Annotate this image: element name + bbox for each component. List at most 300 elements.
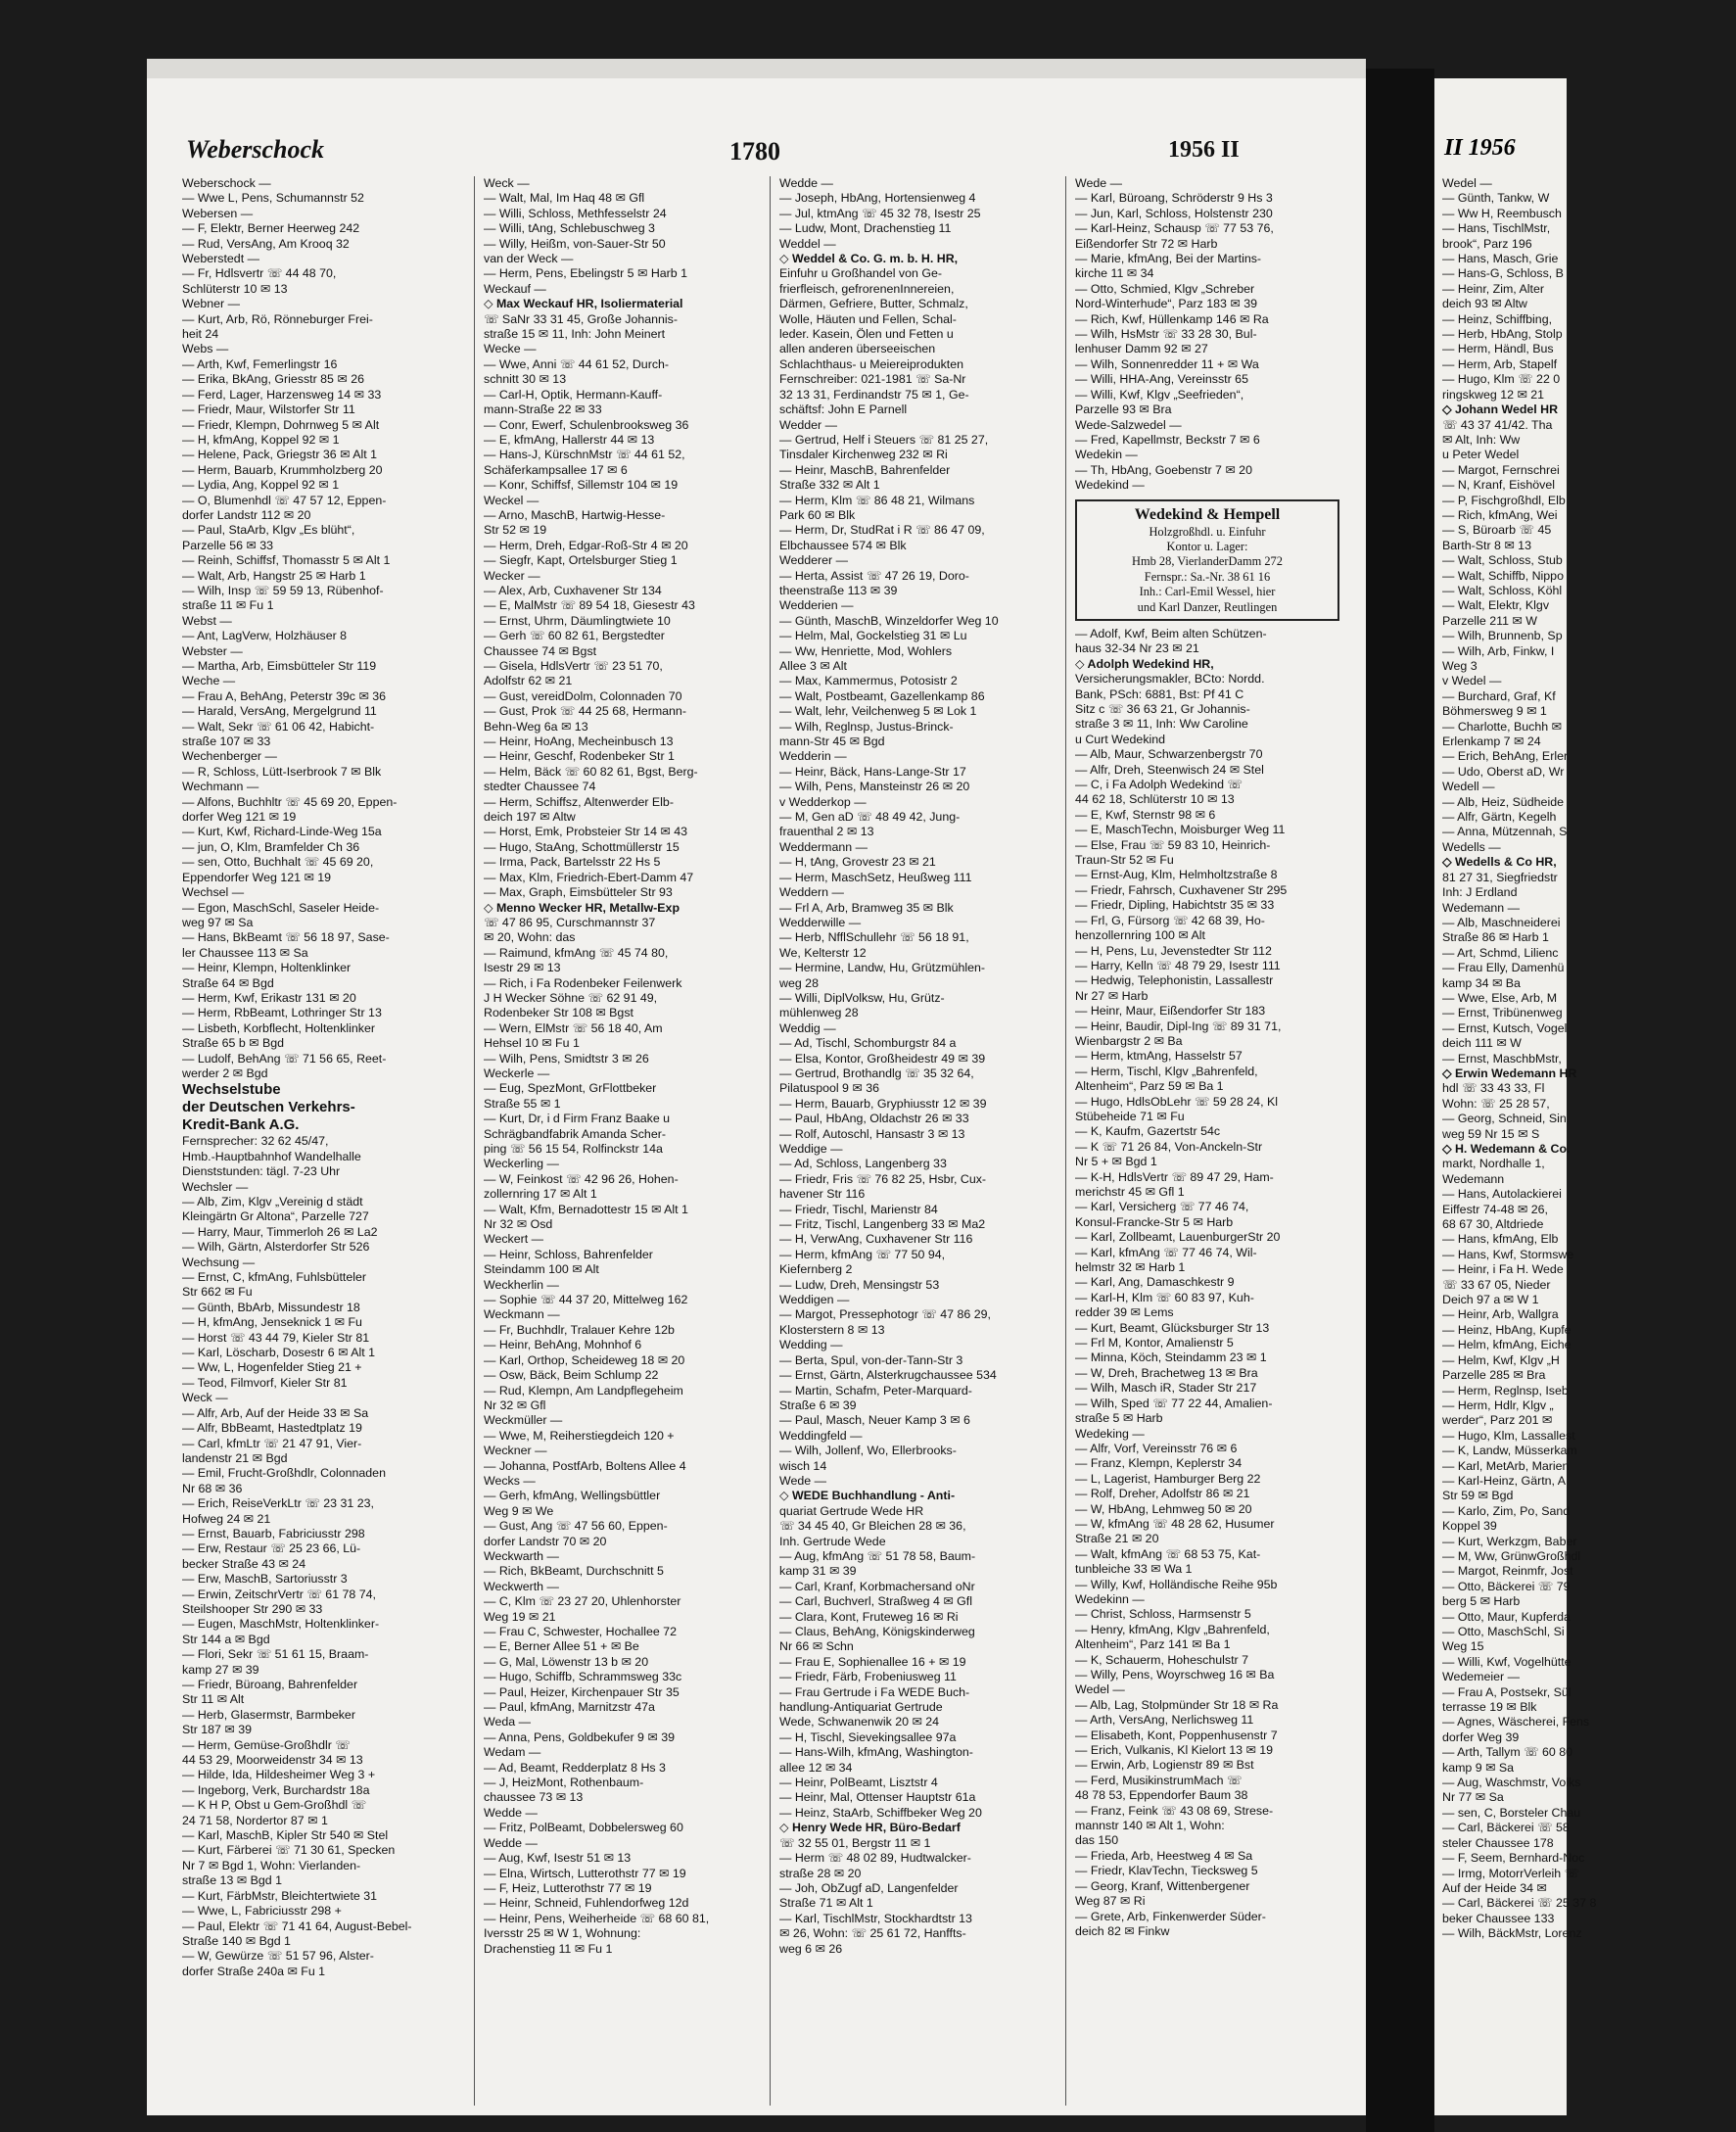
advertisement-line: Kontor u. Lager: bbox=[1166, 539, 1248, 553]
directory-entry-line: — Konr, Schiffsf, Sillemstr 104 ✉ 19 bbox=[484, 478, 679, 493]
directory-entry-line: — Friedr, Fahrsch, Cuxhavener Str 295 bbox=[1075, 882, 1288, 897]
directory-entry-line: — Erw, MaschB, Sartoriusstr 3 bbox=[182, 1572, 348, 1587]
directory-entry-line: — Rolf, Autoschl, Hansastr 3 ✉ 13 bbox=[779, 1126, 965, 1141]
directory-entry-line: — Hans, Autolackierei bbox=[1442, 1187, 1562, 1202]
directory-entry-line: ◇ Adolph Wedekind HR, bbox=[1075, 656, 1214, 671]
directory-entry-line: Wechselstube bbox=[182, 1081, 281, 1099]
directory-entry-line: — Ludw, Mont, Drachenstieg 11 bbox=[779, 221, 952, 236]
directory-entry-line: — Johanna, PostfArb, Boltens Allee 4 bbox=[484, 1458, 686, 1473]
directory-entry-line: Nr 7 ✉ Bgd 1, Wohn: Vierlanden- bbox=[182, 1858, 361, 1872]
directory-entry-line: — Agnes, Wäscherei, Fens bbox=[1442, 1715, 1590, 1729]
header-surname-range: Weberschock bbox=[186, 135, 325, 164]
directory-entry-line: — Walt, Arb, Hangstr 25 ✉ Harb 1 bbox=[182, 568, 366, 583]
directory-entry-line: — Hermine, Landw, Hu, Grützmühlen- bbox=[779, 961, 986, 975]
book-gutter bbox=[1366, 69, 1434, 2132]
directory-entry-line: — J, HeizMont, Rothenbaum- bbox=[484, 1776, 644, 1790]
directory-entry-line: dorfer Weg 121 ✉ 19 bbox=[182, 810, 297, 825]
directory-entry-line: straße 13 ✉ Bgd 1 bbox=[182, 1873, 282, 1888]
directory-entry-line: — E, Berner Allee 51 + ✉ Be bbox=[484, 1639, 639, 1654]
directory-entry-line: ◇ Max Weckauf HR, Isoliermaterial bbox=[484, 297, 683, 311]
directory-entry-line: Wolle, Häuten und Fellen, Schal- bbox=[779, 311, 957, 326]
directory-entry-line: 44 53 29, Moorweidenstr 34 ✉ 13 bbox=[182, 1753, 363, 1768]
directory-entry-line: das 150 bbox=[1075, 1833, 1119, 1848]
directory-entry-line: — Aug, Waschmstr, Volks bbox=[1442, 1776, 1581, 1790]
directory-entry-line: — Alb, Maur, Schwarzenbergstr 70 bbox=[1075, 747, 1263, 762]
directory-entry-line: Str 52 ✉ 19 bbox=[484, 523, 547, 538]
directory-entry-line: — Wern, ElMstr ☏ 56 18 40, Am bbox=[484, 1020, 663, 1035]
directory-entry-line: — Willi, tAng, Schlebuschweg 3 bbox=[484, 221, 655, 236]
directory-entry-line: — Heinr, Maur, Eißendorfer Str 183 bbox=[1075, 1004, 1266, 1019]
directory-entry-line: dorfer Weg 39 bbox=[1442, 1729, 1520, 1744]
next-page-header: II 1956 bbox=[1444, 135, 1516, 161]
directory-entry-line: — Alfr, Arb, Auf der Heide 33 ✉ Sa bbox=[182, 1405, 369, 1420]
directory-entry-line: Str 59 ✉ Bgd bbox=[1442, 1489, 1514, 1503]
directory-entry-line: — Heinr, Mal, Ottenser Hauptstr 61a bbox=[779, 1790, 976, 1805]
directory-entry-line: — Walt, Schloss, Köhl bbox=[1442, 583, 1563, 597]
directory-entry-line: — Max, Klm, Friedrich-Ebert-Damm 47 bbox=[484, 870, 694, 884]
directory-entry-line: — C, Klm ☏ 23 27 20, Uhlenhorster bbox=[484, 1594, 681, 1609]
directory-entry-line: Str 11 ✉ Alt bbox=[182, 1692, 245, 1707]
directory-entry-line: — Friedr, Büroang, Bahrenfelder bbox=[182, 1678, 358, 1691]
directory-entry-line: — Kurt, Färberei ☏ 71 30 61, Specken bbox=[182, 1843, 396, 1858]
directory-entry-line: — Carl, kfmLtr ☏ 21 47 91, Vier- bbox=[182, 1436, 362, 1450]
directory-entry-line: Parzelle 56 ✉ 33 bbox=[182, 538, 274, 552]
directory-entry-line: werder“, Parz 201 ✉ bbox=[1442, 1413, 1553, 1428]
directory-entry-line: kamp 27 ✉ 39 bbox=[182, 1662, 259, 1677]
directory-entry-line: — Heinz, HbAng, Kupfe bbox=[1442, 1322, 1572, 1337]
directory-entry-line: Wecker — bbox=[484, 568, 540, 583]
directory-entry-line: Schlüterstr 10 ✉ 13 bbox=[182, 281, 288, 296]
directory-entry-line: — Wilh, BäckMstr, Lorenz bbox=[1442, 1926, 1582, 1941]
directory-entry-line: — Erwin, Arb, Logienstr 89 ✉ Bst bbox=[1075, 1758, 1254, 1773]
directory-entry-line: ◇ Johann Wedel HR bbox=[1442, 403, 1559, 417]
directory-entry-line: — Joseph, HbAng, Hortensienweg 4 bbox=[779, 191, 976, 206]
directory-entry-line: 24 71 58, Nordertor 87 ✉ 1 bbox=[182, 1813, 328, 1827]
directory-entry-line: terrasse 19 ✉ Blk bbox=[1442, 1700, 1537, 1715]
directory-entry-line: Nr 77 ✉ Sa bbox=[1442, 1790, 1504, 1805]
directory-entry-line: — Frau Elly, Damenhü bbox=[1442, 961, 1565, 975]
directory-entry-line: — Flori, Sekr ☏ 51 61 15, Braam- bbox=[182, 1647, 369, 1662]
directory-entry-line: Böhmersweg 9 ✉ 1 bbox=[1442, 704, 1547, 719]
directory-entry-line: Weberstedt — bbox=[182, 252, 259, 266]
directory-entry-line: Weckner — bbox=[484, 1444, 547, 1458]
directory-entry-line: — Ad, Tischl, Schomburgstr 84 a bbox=[779, 1036, 957, 1051]
directory-entry-line: Versicherungsmakler, BCto: Nordd. bbox=[1075, 672, 1265, 687]
directory-entry-line: — Karl, kfmAng ☏ 77 46 74, Wil- bbox=[1075, 1245, 1257, 1259]
directory-entry-line: — Hugo, Klm, Lassallest bbox=[1442, 1428, 1575, 1443]
directory-entry-line: — Willi, HHA-Ang, Vereinsstr 65 bbox=[1075, 372, 1248, 387]
directory-entry-line: — Alb, Heiz, Südheide bbox=[1442, 794, 1564, 809]
directory-entry-line: — Anna, Mützennah, S bbox=[1442, 825, 1568, 839]
directory-entry-line: Straße 64 ✉ Bgd bbox=[182, 975, 274, 990]
directory-entry-line: — Gertrud, Brothandlg ☏ 35 32 64, bbox=[779, 1066, 974, 1080]
directory-entry-line: Altenheim“, Parz 141 ✉ Ba 1 bbox=[1075, 1637, 1231, 1652]
directory-entry-line: wisch 14 bbox=[779, 1458, 827, 1473]
directory-entry-line: — H, Pens, Lu, Jevenstedter Str 112 bbox=[1075, 943, 1272, 958]
directory-entry-line: — Walt, Mal, Im Haq 48 ✉ Gfl bbox=[484, 191, 645, 206]
directory-entry-line: Straße 6 ✉ 39 bbox=[779, 1398, 857, 1412]
directory-entry-line: Weddel — bbox=[779, 236, 836, 251]
directory-entry-line: — Adolf, Kwf, Beim alten Schützen- bbox=[1075, 626, 1267, 640]
directory-entry-line: — K, Kaufm, Gazertstr 54c bbox=[1075, 1124, 1221, 1139]
directory-entry-line: — Willy, Kwf, Holländische Reihe 95b bbox=[1075, 1577, 1278, 1591]
directory-entry-line: Wede, Schwanenwik 20 ✉ 24 bbox=[779, 1715, 940, 1729]
directory-entry-line: Deich 97 a ✉ W 1 bbox=[1442, 1293, 1539, 1307]
directory-entry-line: — L, Lagerist, Hamburger Berg 22 bbox=[1075, 1471, 1261, 1486]
directory-entry-line: Fernsprecher: 32 62 45/47, bbox=[182, 1134, 329, 1149]
directory-entry-line: — Herm ☏ 48 02 89, Hudtwalcker- bbox=[779, 1851, 971, 1866]
directory-entry-line: — Heinz, StaArb, Schiffbeker Weg 20 bbox=[779, 1805, 982, 1820]
directory-entry-line: — Heinr, Schneid, Fuhlendorfweg 12d bbox=[484, 1896, 689, 1911]
directory-entry-line: Str 187 ✉ 39 bbox=[182, 1723, 252, 1737]
directory-entry-line: — Karl, TischlMstr, Stockhardtstr 13 bbox=[779, 1911, 972, 1925]
directory-entry-line: landenstr 21 ✉ Bgd bbox=[182, 1450, 288, 1465]
directory-entry-line: Wedekinn — bbox=[1075, 1591, 1145, 1606]
directory-entry-line: — Heinr, Arb, Wallgra bbox=[1442, 1307, 1559, 1322]
directory-entry-line: J H Wecker Söhne ☏ 62 91 49, bbox=[484, 990, 658, 1005]
directory-entry-line: dorfer Straße 240a ✉ Fu 1 bbox=[182, 1964, 326, 1978]
directory-entry-line: becker Straße 43 ✉ 24 bbox=[182, 1556, 306, 1571]
directory-entry-line: — Frau A, Postsekr, Sül bbox=[1442, 1684, 1572, 1699]
directory-entry-line: — Wilh, Pens, Smidtstr 3 ✉ 26 bbox=[484, 1051, 649, 1066]
directory-entry-line: — Günth, MaschB, Winzeldorfer Weg 10 bbox=[779, 613, 999, 628]
directory-entry-line: Wedeking — bbox=[1075, 1426, 1145, 1441]
directory-entry-line: — Egon, MaschSchl, Saseler Heide- bbox=[182, 900, 380, 915]
directory-entry-line: — Helm, Bäck ☏ 60 82 61, Bgst, Berg- bbox=[484, 764, 698, 779]
directory-entry-line: — Franz, Feink ☏ 43 08 69, Strese- bbox=[1075, 1803, 1274, 1818]
directory-entry-line: 32 13 31, Ferdinandstr 75 ✉ 1, Ge- bbox=[779, 387, 969, 402]
directory-entry-line: — Minna, Köch, Steindamm 23 ✉ 1 bbox=[1075, 1350, 1267, 1365]
directory-entry-line: Straße 140 ✉ Bgd 1 bbox=[182, 1933, 291, 1948]
directory-entry-line: Wede-Salzwedel — bbox=[1075, 417, 1182, 432]
directory-entry-line: — Willi, Kwf, Klgv „Seefrieden“, bbox=[1075, 387, 1244, 402]
directory-entry-line: Straße 332 ✉ Alt 1 bbox=[779, 478, 880, 493]
directory-entry-line: — Lisbeth, Korbflecht, Holtenklinker bbox=[182, 1020, 375, 1035]
directory-entry-line: — K H P, Obst u Gem-Großhdl ☏ bbox=[182, 1798, 367, 1813]
directory-entry-line: ◇ H. Wedemann & Co. bbox=[1442, 1142, 1571, 1156]
directory-entry-line: deich 93 ✉ Altw bbox=[1442, 297, 1527, 311]
directory-entry-line: ping ☏ 56 15 54, Rolfinckstr 14a bbox=[484, 1142, 663, 1156]
directory-entry-line: — Christ, Schloss, Harmsenstr 5 bbox=[1075, 1607, 1251, 1622]
directory-entry-line: — Siegfr, Kapt, Ortelsburger Stieg 1 bbox=[484, 553, 678, 568]
directory-entry-line: — W, Feinkost ☏ 42 96 26, Hohen- bbox=[484, 1171, 679, 1186]
directory-entry-line: — Rud, VersAng, Am Krooq 32 bbox=[182, 236, 350, 251]
directory-entry-line: — Arth, Kwf, Femerlingstr 16 bbox=[182, 356, 338, 371]
directory-entry-line: — Fr, Buchhdlr, Tralauer Kehre 12b bbox=[484, 1322, 675, 1337]
directory-entry-line: — Otto, Maur, Kupferda bbox=[1442, 1609, 1571, 1624]
directory-entry-line: — Arth, Tallym ☏ 60 80 bbox=[1442, 1745, 1573, 1760]
directory-entry-line: — Karl, Ang, Damaschkestr 9 bbox=[1075, 1275, 1235, 1290]
directory-entry-line: — Arno, MaschB, Hartwig-Hesse- bbox=[484, 507, 666, 522]
directory-entry-line: — Gust, vereidDolm, Colonnaden 70 bbox=[484, 688, 682, 703]
directory-entry-line: Weg 19 ✉ 21 bbox=[484, 1609, 556, 1624]
directory-entry-line: — H, tAng, Grovestr 23 ✉ 21 bbox=[779, 855, 936, 870]
directory-entry-line: — Herm, ktmAng, Hasselstr 57 bbox=[1075, 1049, 1243, 1064]
directory-entry-line: — F, Elektr, Berner Heerweg 242 bbox=[182, 221, 360, 236]
directory-entry-line: u Peter Wedel bbox=[1442, 448, 1520, 462]
directory-entry-line: Koppel 39 bbox=[1442, 1519, 1497, 1534]
directory-entry-line: Pilatuspool 9 ✉ 36 bbox=[779, 1081, 879, 1096]
directory-entry-line: schnitt 30 ✉ 13 bbox=[484, 372, 567, 387]
directory-entry-line: Wedde — bbox=[484, 1835, 538, 1850]
directory-entry-line: — jun, O, Klm, Bramfelder Ch 36 bbox=[182, 839, 360, 854]
directory-entry-line: handlung-Antiquariat Gertrude bbox=[779, 1700, 943, 1715]
directory-entry-line: tunbleiche 33 ✉ Wa 1 bbox=[1075, 1562, 1193, 1577]
directory-entry-line: straße 3 ✉ 11, Inh: Ww Caroline bbox=[1075, 717, 1248, 732]
directory-entry-line: — Walt, Sekr ☏ 61 06 42, Habicht- bbox=[182, 719, 375, 734]
directory-entry-line: straße 11 ✉ Fu 1 bbox=[182, 598, 274, 613]
directory-entry-line: — Carl, Kranf, Korbmachersand oNr bbox=[779, 1579, 975, 1593]
directory-entry-line: deich 111 ✉ W bbox=[1442, 1036, 1522, 1051]
directory-entry-line: — Georg, Schneid, Sin bbox=[1442, 1112, 1567, 1126]
directory-entry-line: — Berta, Spul, von-der-Tann-Str 3 bbox=[779, 1352, 963, 1367]
directory-entry-line: — Ludolf, BehAng ☏ 71 56 65, Reet- bbox=[182, 1051, 387, 1066]
directory-entry-line: — Paul, HbAng, Oldachstr 26 ✉ 33 bbox=[779, 1112, 969, 1126]
directory-entry-line: — Marie, kfmAng, Bei der Martins- bbox=[1075, 252, 1262, 266]
directory-entry-line: — Wwe, Anni ☏ 44 61 52, Durch- bbox=[484, 356, 670, 371]
directory-entry-line: — Ant, LagVerw, Holzhäuser 8 bbox=[182, 629, 348, 643]
directory-entry-line: — Herta, Assist ☏ 47 26 19, Doro- bbox=[779, 568, 969, 583]
directory-entry-line: — Willi, DiplVolksw, Hu, Grütz- bbox=[779, 990, 945, 1005]
directory-entry-line: — Alfr, Gärtn, Kegelh bbox=[1442, 810, 1557, 825]
directory-entry-line: Auf der Heide 34 ✉ bbox=[1442, 1880, 1547, 1895]
directory-entry-line: — Kurt, Dr, i d Firm Franz Baake u bbox=[484, 1112, 671, 1126]
directory-entry-line: — Carl, Bäckerei ☏ 25 37 8 bbox=[1442, 1896, 1597, 1911]
directory-entry-line: Wedekind — bbox=[1075, 478, 1145, 493]
directory-entry-line: — Erich, ReiseVerkLtr ☏ 23 31 23, bbox=[182, 1496, 374, 1511]
directory-entry-line: Weg 9 ✉ We bbox=[484, 1503, 554, 1518]
advertisement-line: und Karl Danzer, Reutlingen bbox=[1137, 599, 1278, 614]
directory-entry-line: mann-Straße 22 ✉ 33 bbox=[484, 403, 602, 417]
directory-entry-line: dorfer Landstr 112 ✉ 20 bbox=[182, 507, 311, 522]
page-header bbox=[186, 135, 1361, 170]
directory-entry-line: — Kurt, Beamt, Glücksburger Str 13 bbox=[1075, 1320, 1270, 1335]
directory-entry-line: — Günth, Tankw, W bbox=[1442, 191, 1550, 206]
directory-entry-line: — Gertrud, Helf i Steuers ☏ 81 25 27, bbox=[779, 432, 989, 447]
directory-entry-line: Drachenstieg 11 ✉ Fu 1 bbox=[484, 1941, 613, 1956]
directory-entry-line: — Margot, Fernschrei bbox=[1442, 462, 1560, 477]
directory-entry-line: chaussee 73 ✉ 13 bbox=[484, 1790, 584, 1805]
directory-entry-line: Eißendorfer Str 72 ✉ Harb bbox=[1075, 236, 1218, 251]
directory-entry-line: — Walt, kfmAng ☏ 68 53 75, Kat- bbox=[1075, 1546, 1261, 1561]
next-page-column bbox=[1442, 176, 1736, 1942]
directory-entry-line: Erlenkamp 7 ✉ 24 bbox=[1442, 734, 1541, 749]
directory-entry-line: — Grete, Arb, Finkenwerder Süder- bbox=[1075, 1909, 1266, 1923]
directory-entry-line: Stübeheide 71 ✉ Fu bbox=[1075, 1109, 1185, 1123]
directory-entry-line: — Carl, Buchverl, Straßweg 4 ✉ Gfl bbox=[779, 1594, 972, 1609]
directory-entry-line: straße 28 ✉ 20 bbox=[779, 1866, 862, 1880]
directory-entry-line: — Eugen, MaschMstr, Holtenklinker- bbox=[182, 1617, 380, 1632]
directory-entry-line: — Georg, Kranf, Wittenbergener bbox=[1075, 1878, 1250, 1893]
directory-entry-line: Wedell — bbox=[1442, 780, 1495, 794]
directory-entry-line: Weddige — bbox=[779, 1142, 843, 1156]
directory-entry-line: — sen, Otto, Buchhalt ☏ 45 69 20, bbox=[182, 855, 374, 870]
directory-entry-line: — W, Gewürze ☏ 51 57 96, Alster- bbox=[182, 1949, 374, 1964]
directory-entry-line: Webs — bbox=[182, 342, 229, 356]
directory-entry-line: — Wilh, Jollenf, Wo, Ellerbrooks- bbox=[779, 1444, 957, 1458]
directory-entry-line: — Ernst, Gärtn, Alsterkrugchaussee 534 bbox=[779, 1368, 997, 1383]
directory-entry-line: zollernring 17 ✉ Alt 1 bbox=[484, 1187, 597, 1202]
directory-entry-line: Tinsdaler Kirchenweg 232 ✉ Ri bbox=[779, 448, 948, 462]
directory-entry-line: lenhuser Damm 92 ✉ 27 bbox=[1075, 342, 1208, 356]
directory-entry-line: — Horst, Emk, Probsteier Str 14 ✉ 43 bbox=[484, 825, 688, 839]
directory-entry-line: allen anderen überseeischen bbox=[779, 342, 936, 356]
directory-entry-line: — Wilh, Sonnenredder 11 + ✉ Wa bbox=[1075, 356, 1259, 371]
next-page-edge bbox=[1434, 78, 1597, 2115]
directory-entry-line: — Frau E, Sophienallee 16 + ✉ 19 bbox=[779, 1654, 966, 1669]
directory-entry-line: v Wedderkop — bbox=[779, 794, 867, 809]
directory-entry-line: straße 107 ✉ 33 bbox=[182, 734, 271, 749]
directory-entry-line: Allee 3 ✉ Alt bbox=[779, 659, 847, 673]
directory-entry-line: — Heinr, MaschB, Bahrenfelder bbox=[779, 462, 951, 477]
directory-entry-line: — Joh, ObZugf aD, Langenfelder bbox=[779, 1880, 959, 1895]
directory-entry-line: — Frau C, Schwester, Hochallee 72 bbox=[484, 1625, 677, 1638]
directory-entry-line: Wienbargstr 2 ✉ Ba bbox=[1075, 1033, 1183, 1048]
directory-entry-line: — Ww, Henriette, Mod, Wohlers bbox=[779, 643, 953, 658]
directory-entry-line: — Kurt, Werkzgm, Baber bbox=[1442, 1534, 1577, 1548]
directory-entry-line: Schrägbandfabrik Amanda Scher- bbox=[484, 1126, 666, 1141]
directory-entry-line: kamp 31 ✉ 39 bbox=[779, 1564, 857, 1579]
directory-entry-line: — Wwe, L, Fabriciusstr 298 + bbox=[182, 1904, 342, 1919]
directory-entry-line: — Rich, Kwf, Hüllenkamp 146 ✉ Ra bbox=[1075, 311, 1269, 326]
directory-entry-line: Wedderer — bbox=[779, 553, 849, 568]
directory-entry-line: — Friedr, Tischl, Marienstr 84 bbox=[779, 1202, 938, 1216]
directory-entry-line: — Willy, Pens, Woyrschweg 16 ✉ Ba bbox=[1075, 1668, 1275, 1682]
directory-entry-line: — Wwe L, Pens, Schumannstr 52 bbox=[182, 191, 364, 206]
directory-entry-line: Weddigen — bbox=[779, 1293, 850, 1307]
directory-entry-line: Weche — bbox=[182, 674, 236, 688]
directory-entry-line: Wedel — bbox=[1075, 1682, 1125, 1697]
directory-entry-line: — Herm, Arb, Stapelf bbox=[1442, 356, 1558, 371]
directory-entry-line: — Alb, Lag, Stolpmünder Str 18 ✉ Ra bbox=[1075, 1697, 1279, 1712]
directory-entry-line: theenstraße 113 ✉ 39 bbox=[779, 583, 898, 597]
directory-entry-line: Nr 5 + ✉ Bgd 1 bbox=[1075, 1155, 1157, 1169]
directory-entry-line: — Claus, BehAng, Königskinderweg bbox=[779, 1625, 975, 1638]
directory-entry-line: — Willy, Heißm, von-Sauer-Str 50 bbox=[484, 236, 666, 251]
directory-entry-line: ◇ WEDE Buchhandlung - Anti- bbox=[779, 1489, 956, 1503]
directory-entry-line: — R, Schloss, Lütt-Iserbrook 7 ✉ Blk bbox=[182, 764, 382, 779]
directory-entry-line: — Karl-H, Klm ☏ 60 83 97, Kuh- bbox=[1075, 1290, 1254, 1304]
directory-entry-line: Wedderien — bbox=[779, 598, 854, 613]
directory-entry-line: — H, VerwAng, Cuxhavener Str 116 bbox=[779, 1232, 973, 1247]
directory-entry-line: — H, kfmAng, Koppel 92 ✉ 1 bbox=[182, 432, 340, 447]
directory-entry-line: Steilshooper Str 290 ✉ 33 bbox=[182, 1601, 323, 1616]
directory-entry-line: — Irma, Pack, Bartelsstr 22 Hs 5 bbox=[484, 855, 661, 870]
directory-entry-line: Weddig — bbox=[779, 1020, 836, 1035]
directory-entry-line: beker Chaussee 133 bbox=[1442, 1911, 1555, 1925]
directory-entry-line: Wede — bbox=[1075, 176, 1122, 190]
directory-entry-line: 81 27 31, Siegfriedstr bbox=[1442, 870, 1558, 884]
directory-entry-line: mann-Str 45 ✉ Bgd bbox=[779, 734, 885, 749]
directory-entry-line: kamp 34 ✉ Ba bbox=[1442, 975, 1521, 990]
directory-entry-line: — Walt, Schiffb, Nippo bbox=[1442, 568, 1564, 583]
directory-entry-line: Weddermann — bbox=[779, 839, 868, 854]
directory-entry-line: — Hans, kfmAng, Elb bbox=[1442, 1232, 1559, 1247]
directory-entry-line: — Karlo, Zim, Po, Sand bbox=[1442, 1503, 1571, 1518]
directory-entry-line: Nr 32 ✉ Osd bbox=[484, 1217, 553, 1232]
directory-entry-line: frauenthal 2 ✉ 13 bbox=[779, 825, 874, 839]
directory-entry-line: — Otto, Schmied, Klgv „Schreber bbox=[1075, 281, 1255, 296]
directory-entry-line: — Alfr, Dreh, Steenwisch 24 ✉ Stel bbox=[1075, 762, 1264, 777]
directory-entry-line: ✉ Alt, Inh: Ww bbox=[1442, 432, 1521, 447]
directory-entry-line: Wedemann — bbox=[1442, 900, 1520, 915]
directory-entry-line: — Margot, Reinmfr, Jost bbox=[1442, 1564, 1573, 1579]
directory-entry-line: — Heinr, Baudir, Dipl-Ing ☏ 89 31 71, bbox=[1075, 1019, 1282, 1033]
directory-entry-line: Weckerling — bbox=[484, 1157, 559, 1171]
column-1 bbox=[182, 176, 446, 1979]
directory-entry-line: — Udo, Oberst aD, Wr bbox=[1442, 764, 1565, 779]
column-divider bbox=[770, 176, 771, 2106]
directory-entry-line: — Burchard, Graf, Kf bbox=[1442, 688, 1556, 703]
directory-entry-line: Barth-Str 8 ✉ 13 bbox=[1442, 538, 1531, 552]
directory-entry-line: — Elsa, Kontor, Großheidestr 49 ✉ 39 bbox=[779, 1051, 986, 1066]
directory-entry-line: — Herm, kfmAng ☏ 77 50 94, bbox=[779, 1247, 946, 1261]
directory-entry-line: — Sophie ☏ 44 37 20, Mittelweg 162 bbox=[484, 1293, 688, 1307]
directory-entry-line: — Alex, Arb, Cuxhavener Str 134 bbox=[484, 583, 662, 597]
directory-entry-line: — N, Kranf, Eishövel bbox=[1442, 478, 1556, 493]
directory-entry-line: — Herm, Klm ☏ 86 48 21, Wilmans bbox=[779, 493, 975, 507]
directory-entry-line: Eppendorfer Weg 121 ✉ 19 bbox=[182, 870, 332, 884]
directory-entry-line: Kleingärtn Gr Altona“, Parzelle 727 bbox=[182, 1209, 369, 1224]
directory-entry-line: — Hugo, Klm ☏ 22 0 bbox=[1442, 372, 1561, 387]
directory-entry-line: Weg 15 bbox=[1442, 1639, 1484, 1654]
directory-entry-line: — Willi, Schloss, Methfesselstr 24 bbox=[484, 206, 667, 220]
directory-entry-line: — W, kfmAng ☏ 48 28 62, Husumer bbox=[1075, 1516, 1275, 1531]
directory-entry-line: — Wilh, Brunnenb, Sp bbox=[1442, 629, 1563, 643]
directory-entry-line: Wedemeier — bbox=[1442, 1670, 1520, 1684]
directory-entry-line: — Kurt, Arb, Rö, Rönneburger Frei- bbox=[182, 311, 373, 326]
directory-entry-line: — Ferd, MusikinstrumMach ☏ bbox=[1075, 1773, 1243, 1787]
directory-entry-line: haus 32-34 Nr 23 ✉ 21 bbox=[1075, 641, 1199, 656]
directory-entry-line: straße 15 ✉ 11, Inh: John Meinert bbox=[484, 327, 666, 342]
directory-entry-line: mannstr 140 ✉ Alt 1, Wohn: bbox=[1075, 1819, 1225, 1833]
directory-entry-line: — Herm, Kwf, Erikastr 131 ✉ 20 bbox=[182, 990, 356, 1005]
directory-entry-line: — Erich, BehAng, Erler bbox=[1442, 749, 1569, 764]
directory-entry-line: — Max, Kammermus, Potosistr 2 bbox=[779, 674, 958, 688]
directory-entry-line: Parzelle 211 ✉ W bbox=[1442, 613, 1537, 628]
directory-entry-line: — Erich, Vulkanis, Kl Kielort 13 ✉ 19 bbox=[1075, 1743, 1274, 1758]
directory-entry-line: — Paul, StaArb, Klgv „Es blüht“, bbox=[182, 523, 355, 538]
directory-entry-line: — Heinr, Geschf, Rodenbeker Str 1 bbox=[484, 749, 675, 764]
directory-entry-line: — Conr, Ewerf, Schulenbrooksweg 36 bbox=[484, 417, 689, 432]
directory-entry-line: We, Kelterstr 12 bbox=[779, 945, 867, 960]
directory-entry-line: — Hilde, Ida, Hildesheimer Weg 3 + bbox=[182, 1768, 376, 1782]
directory-entry-line: Schäferkampsallee 17 ✉ 6 bbox=[484, 462, 628, 477]
directory-entry-line: Weckwarth — bbox=[484, 1548, 559, 1563]
directory-entry-line: — Alfons, Buchhltr ☏ 45 69 20, Eppen- bbox=[182, 794, 398, 809]
advertisement-line: Hmb 28, VierlanderDamm 272 bbox=[1132, 554, 1283, 569]
directory-entry-line: — Eug, SpezMont, GrFlottbeker bbox=[484, 1081, 657, 1096]
directory-entry-line: Adolfstr 62 ✉ 21 bbox=[484, 674, 573, 688]
directory-entry-line: — Wilh, Pens, Mansteinstr 26 ✉ 20 bbox=[779, 780, 970, 794]
directory-entry-line: — Fr, Hdlsvertr ☏ 44 48 70, bbox=[182, 266, 337, 281]
directory-entry-line: — Fritz, Tischl, Langenberg 33 ✉ Ma2 bbox=[779, 1217, 986, 1232]
directory-entry-line: — Heinz, Schiffbing, bbox=[1442, 311, 1553, 326]
directory-entry-line: — K-H, HdlsVertr ☏ 89 47 29, Ham- bbox=[1075, 1169, 1274, 1184]
directory-entry-line: Webersen — bbox=[182, 206, 254, 220]
directory-entry-line: Weck — bbox=[484, 176, 530, 190]
directory-entry-line: — Fritz, PolBeamt, Dobbelersweg 60 bbox=[484, 1821, 683, 1835]
directory-entry-line: — Karl, MetArb, Marien bbox=[1442, 1458, 1570, 1473]
directory-entry-line: — Paul, Elektr ☏ 71 41 64, August-Bebel- bbox=[182, 1919, 412, 1933]
directory-entry-line: ✉ 20, Wohn: das bbox=[484, 930, 576, 945]
directory-entry-line: straße 5 ✉ Harb bbox=[1075, 1411, 1163, 1426]
directory-entry-line: — O, Blumenhdl ☏ 47 57 12, Eppen- bbox=[182, 493, 387, 507]
directory-entry-line: ◇ Erwin Wedemann HR bbox=[1442, 1066, 1577, 1080]
advertisement-title: Wedekind & Hempell bbox=[1134, 505, 1281, 523]
directory-entry-line: — K, Schauerm, Hoheschulstr 7 bbox=[1075, 1652, 1248, 1667]
directory-entry-line: Wohn: ☏ 25 28 57, bbox=[1442, 1096, 1550, 1111]
